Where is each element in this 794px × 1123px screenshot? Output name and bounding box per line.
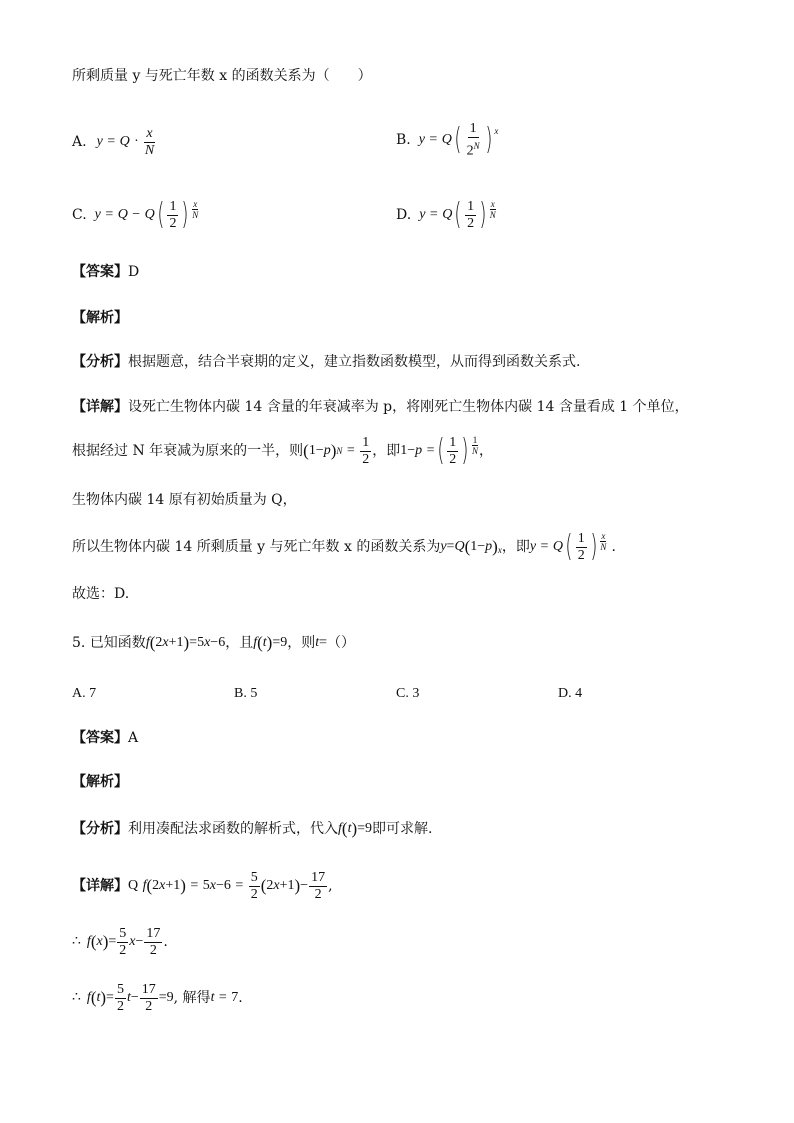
line2-prefix: 根据经过 N 年衰减为原来的一半，则 <box>72 443 304 459</box>
q5-line1-end: , <box>328 878 333 894</box>
q5-fenxi-end: 即可求解. <box>372 821 433 837</box>
option-a-formula: y = Q · $\frac{x}{N}$ <box>96 125 155 158</box>
q4-fenxi <box>72 352 580 372</box>
option-b <box>396 118 498 162</box>
option-d <box>396 192 497 238</box>
option-b-formula: y = Q ( $\frac{1}{2^N}$ ) x <box>418 120 499 159</box>
q5-option-a: A. 7 <box>72 686 97 701</box>
line4-mid: ，即 <box>501 539 530 555</box>
fenxi-text: 根据题意，结合半衰期的定义，建立指数函数模型，从而得到函数关系式. <box>128 354 581 370</box>
q5-stem-formula2: f ( t ) =9 <box>253 633 288 652</box>
q5-analysis-tag: 【解析】 <box>72 774 128 790</box>
therefore-symbol-2: ∴ <box>72 990 81 1005</box>
q5-stem-prefix: 已知函数 <box>89 635 146 651</box>
q4-stem: 所剩质量 y 与死亡年数 x 的函数关系为（ ） <box>72 68 372 84</box>
q5-stem <box>72 628 355 658</box>
q5-xiangjie-formula4: t = 7 <box>210 990 239 1005</box>
q5-option-d: D. 4 <box>558 686 583 701</box>
answer-tag: 【答案】 <box>72 264 128 280</box>
option-a-label: A. <box>72 134 87 150</box>
q5-xiangjie-formula3: f ( t ) = $\frac{5}{2}$ t − $\frac{17}{2}$ =9 <box>86 981 174 1014</box>
q4-xiangjie-line3: 生物体内碳 14 原有初始质量为 Q， <box>72 492 297 508</box>
q5-answer <box>72 728 138 748</box>
q5-stem-formula1: f ( 2 x +1 ) =5 x −6 <box>145 633 226 652</box>
q5-stem-mid2: ，则 <box>287 635 316 651</box>
option-b-label: B. <box>396 132 411 148</box>
q4-xiangjie-line4 <box>72 524 616 570</box>
q5-line3-end: . <box>238 990 243 1006</box>
q5-fenxi-tag: 【分析】 <box>72 821 128 837</box>
q5-xiangjie-line3 <box>72 976 243 1020</box>
option-c <box>72 192 199 238</box>
q5-xiangjie-line1 <box>72 864 333 908</box>
q5-line2-end: . <box>163 934 168 950</box>
line2-mid: ，即 <box>372 443 401 459</box>
line2-formula2: 1 − p = ( $\frac{1}{2}$ ) 1 N <box>400 433 478 468</box>
q4-choose: 故选：D. <box>72 586 130 602</box>
option-d-label: D. <box>396 207 412 223</box>
q5-fenxi-formula: f ( t ) =9 <box>338 819 373 838</box>
q5-stem-mid: ，且 <box>225 635 254 651</box>
q5-option-c: C. 3 <box>396 686 420 701</box>
q5-fenxi <box>72 816 432 842</box>
xiangjie-tag: 【详解】 <box>72 399 128 415</box>
q4-xiangjie-line2 <box>72 428 493 474</box>
q5-stem-end: （） <box>327 635 356 651</box>
line4-end: . <box>611 539 616 555</box>
q4-answer <box>72 262 139 282</box>
q5-fenxi-prefix: 利用凑配法求函数的解析式，代入 <box>128 821 338 837</box>
option-c-label: C. <box>72 207 87 223</box>
option-d-formula: y = Q ( $\frac{1}{2}$ ) x N <box>419 197 496 232</box>
line2-formula1: ( 1 − p ) N = $\frac{1}{2}$ <box>303 434 370 467</box>
q5-stem-var: t = <box>315 635 328 650</box>
line4-formula1: y = Q ( 1 − p ) x <box>440 537 502 556</box>
q5-xiangjie-formula1: f ( 2 x +1 ) = 5 x −6 = $\frac{5}{2}$ ( 2 x +1 ) − $\frac{17}{2}$ <box>142 869 326 902</box>
line4-prefix: 所以生物体内碳 14 所剩质量 y 与死亡年数 x 的函数关系为 <box>72 539 441 555</box>
xiangjie-text: 设死亡生物体内碳 14 含量的年衰减率为 p，将刚死亡生物体内碳 14 含量看成 1 个单位， <box>128 399 689 415</box>
answer-value: D <box>128 264 140 280</box>
q5-q-symbol: Q <box>128 878 139 893</box>
q5-option-b: B. 5 <box>234 686 258 701</box>
q4-xiangjie-line1 <box>72 397 689 417</box>
fenxi-tag: 【分析】 <box>72 354 128 370</box>
q5-line3-mid: , 解得 <box>173 990 211 1006</box>
line2-end: ， <box>478 443 493 459</box>
option-a <box>72 122 157 162</box>
q5-xiangjie-formula2: f ( x ) = $\frac{5}{2}$ x − $\frac{17}{2}$ <box>86 925 161 958</box>
therefore-symbol: ∴ <box>72 934 81 949</box>
option-c-formula: y = Q − Q ( $\frac{1}{2}$ ) x N <box>94 197 199 232</box>
q5-xiangjie-line2 <box>72 920 168 964</box>
q5-answer-value: A <box>128 730 139 746</box>
q4-analysis-tag: 【解析】 <box>72 310 128 326</box>
q5-number: 5. <box>72 635 86 651</box>
q5-xiangjie-tag: 【详解】 <box>72 878 128 894</box>
q5-answer-tag: 【答案】 <box>72 730 128 746</box>
line4-formula2: y = Q ( $\frac{1}{2}$ ) x N <box>529 529 607 564</box>
